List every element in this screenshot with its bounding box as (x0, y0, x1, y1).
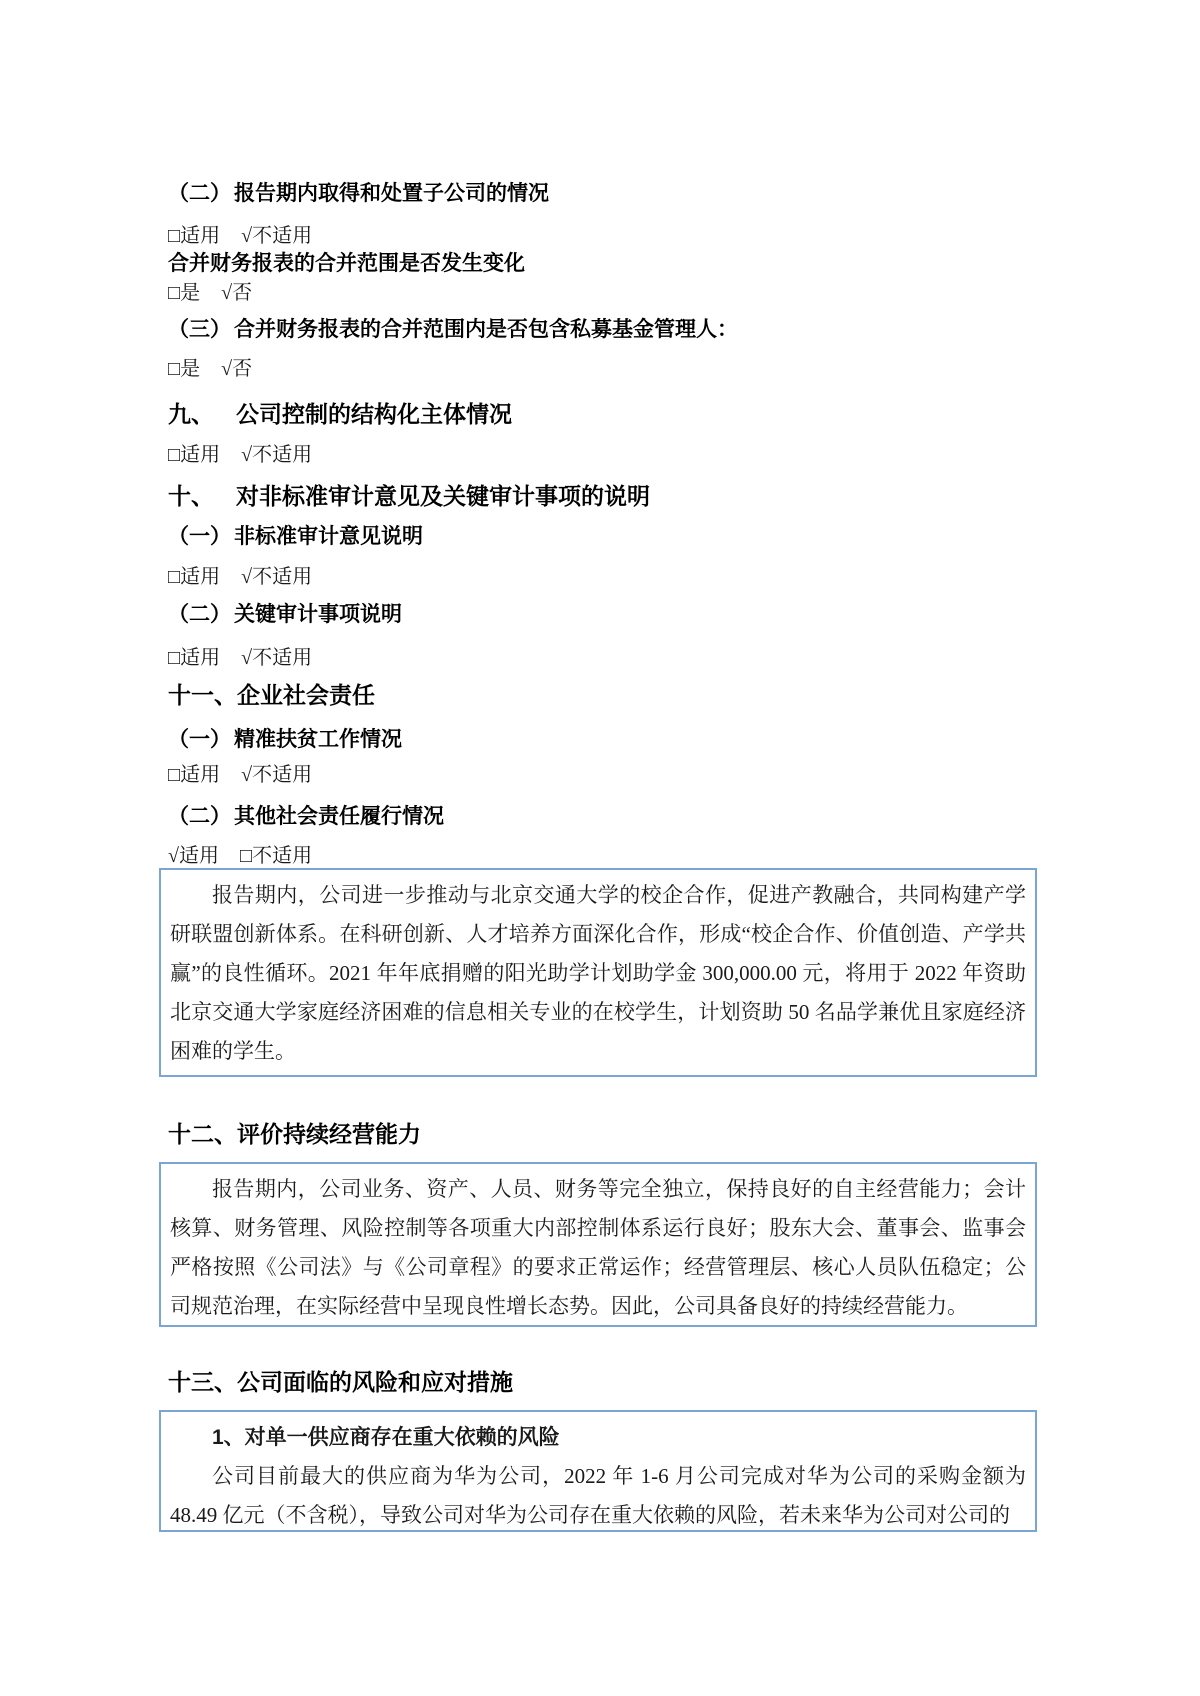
checkbox-option: √否 (221, 282, 253, 304)
checkbox-option: □是 (168, 282, 201, 304)
box-paragraph: 公司目前最大的供应商为华为公司，2022 年 1-6 月公司完成对华为公司的采购金额为 48.49 亿元（不含税），导致公司对华为公司存在重大依赖的风险，若未来华为公司对公司的 (170, 1464, 1026, 1527)
subsection-heading (168, 601, 1048, 629)
checkbox-line (168, 564, 328, 590)
heading-number: 九、 (168, 401, 214, 427)
heading-number: 十二、 (168, 1121, 237, 1147)
checkbox-line (168, 442, 328, 468)
subsection-heading (168, 316, 1048, 344)
checkbox-option: √否 (221, 358, 253, 380)
heading-number: 十三、 (168, 1369, 237, 1395)
heading-title: 非标准审计意见说明 (234, 525, 423, 548)
checkbox-option: √适用 (168, 845, 219, 867)
heading-title: 评价持续经营能力 (237, 1121, 421, 1147)
checkbox-option: □不适用 (239, 845, 313, 867)
heading-number: （二） (168, 182, 231, 205)
checkbox-line (168, 762, 328, 788)
heading-number: （三） (168, 318, 231, 341)
subsection-heading (168, 180, 1048, 208)
checkbox-option: □适用 (168, 444, 221, 466)
checkbox-option: √不适用 (241, 444, 313, 466)
heading-title: 对非标准审计意见及关键审计事项的说明 (236, 483, 650, 509)
section-heading (168, 1119, 1048, 1149)
subsection-heading (168, 726, 1048, 754)
checkbox-line (168, 223, 328, 249)
heading-title: 企业社会责任 (237, 682, 375, 708)
heading-number: 十、 (168, 483, 214, 509)
heading-title: 公司控制的结构化主体情况 (236, 401, 512, 427)
checkbox-line (168, 843, 328, 869)
heading-number: （一） (168, 525, 231, 548)
checkbox-option: □适用 (168, 225, 221, 247)
subsection-heading (168, 803, 1048, 831)
checkbox-option: √不适用 (241, 566, 313, 588)
checkbox-option: □适用 (168, 764, 221, 786)
section-heading (168, 1367, 1048, 1397)
checkbox-line (168, 356, 268, 382)
bordered-text-box (159, 1410, 1037, 1532)
bordered-text-box (159, 1162, 1037, 1327)
checkbox-option: √不适用 (241, 225, 313, 247)
checkbox-line (168, 280, 268, 306)
checkbox-option: √不适用 (241, 764, 313, 786)
box-paragraph: 报告期内，公司业务、资产、人员、财务等完全独立，保持良好的自主经营能力；会计核算、财务管理、风险控制等各项重大内部控制体系运行良好；股东大会、董事会、监事会严格按照《公司法》与《公司章程》的要求正常运作；经营管理层、核心人员队伍稳定；公司规范治理，在实际经营中呈现良性增长态势。因此，公司具备良好的持续经营能力。 (170, 1177, 1026, 1318)
section-heading (168, 481, 1048, 511)
heading-number: 十一、 (168, 682, 237, 708)
section-heading (168, 399, 1048, 429)
checkbox-option: □是 (168, 358, 201, 380)
heading-number: （二） (168, 805, 231, 828)
statement-line: 合并财务报表的合并范围是否发生变化 (168, 252, 525, 275)
box-paragraph: 报告期内，公司进一步推动与北京交通大学的校企合作，促进产教融合，共同构建产学研联盟创新体系。在科研创新、人才培养方面深化合作，形成“校企合作、价值创造、产学共赢”的良性循环。2021 年年底捐赠的阳光助学计划助学金 300,000.00 元，将用于 2022 年资助北京交通大学家庭经济困难的信息相关专业的在校学生，计划资助 50 名品学兼优且家庭经济困难的学生。 (170, 883, 1026, 1063)
checkbox-line (168, 645, 328, 671)
heading-title: 报告期内取得和处置子公司的情况 (234, 182, 549, 205)
box-subtitle: 1、对单一供应商存在重大依赖的风险 (212, 1426, 560, 1449)
checkbox-option: □适用 (168, 647, 221, 669)
heading-title: 精准扶贫工作情况 (234, 728, 402, 751)
heading-number: （一） (168, 728, 231, 751)
checkbox-option: □适用 (168, 566, 221, 588)
heading-title: 合并财务报表的合并范围内是否包含私募基金管理人： (234, 318, 738, 341)
heading-title: 其他社会责任履行情况 (234, 805, 444, 828)
checkbox-option: √不适用 (241, 647, 313, 669)
heading-number: （二） (168, 603, 231, 626)
heading-title: 公司面临的风险和应对措施 (237, 1369, 513, 1395)
section-heading (168, 680, 1048, 710)
bordered-text-box (159, 868, 1037, 1077)
heading-title: 关键审计事项说明 (234, 603, 402, 626)
subsection-heading (168, 523, 1048, 551)
